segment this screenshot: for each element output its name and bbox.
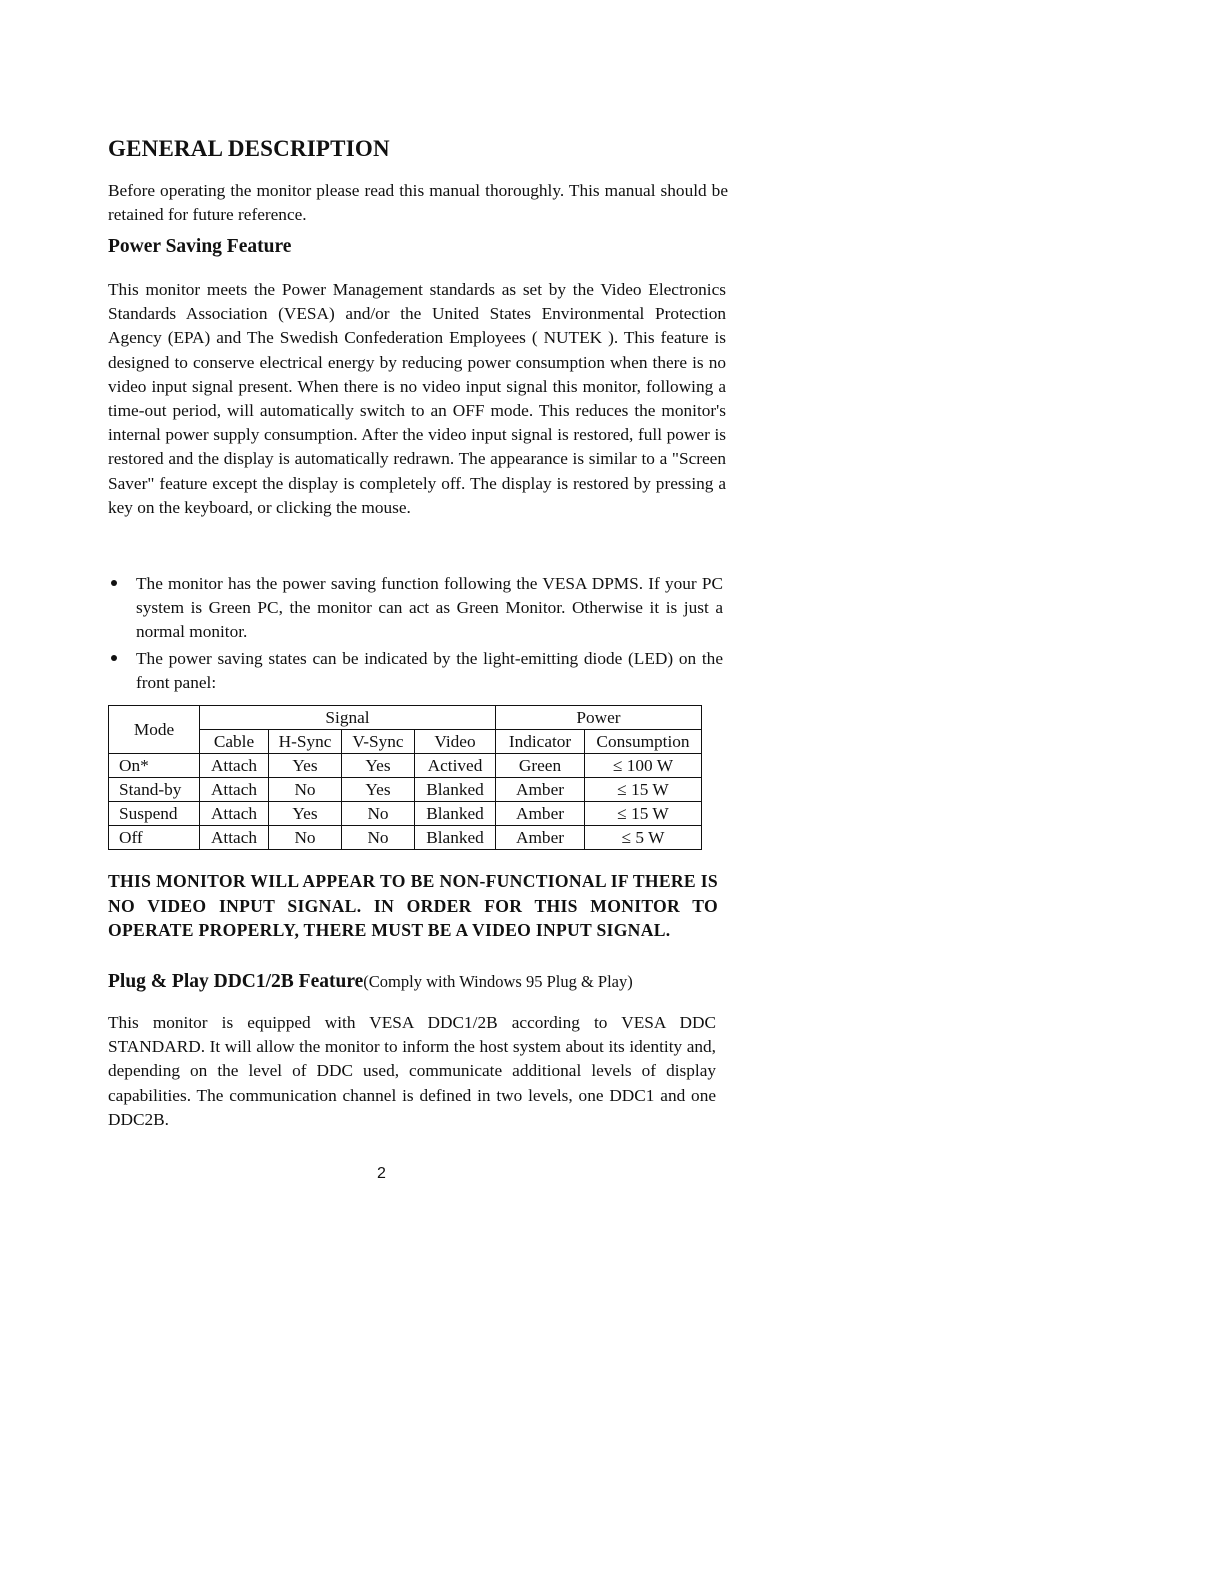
bullet-item — [108, 572, 723, 645]
hsync-cell: Yes — [269, 754, 342, 778]
video-cell: Actived — [415, 754, 496, 778]
cable-cell: Attach — [200, 826, 269, 850]
mode-cell: Stand-by — [109, 778, 200, 802]
vsync-cell: No — [342, 802, 415, 826]
plug-and-play-heading — [108, 971, 633, 993]
power-header: Power — [496, 706, 702, 730]
hsync-cell: Yes — [269, 802, 342, 826]
bullet-text: The monitor has the power saving function following the VESA DPMS. If your PC system is Green PC, the monitor can act as Green Monitor. Otherwise it is just a normal monitor. — [136, 574, 723, 642]
table-header-row — [109, 706, 702, 730]
power-states-table — [108, 705, 702, 850]
video-cell: Blanked — [415, 778, 496, 802]
indicator-cell: Amber — [496, 802, 585, 826]
warning-notice: THIS MONITOR WILL APPEAR TO BE NON-FUNCTIONAL IF THERE IS NO VIDEO INPUT SIGNAL. IN ORDER FOR THIS MONITOR TO OPERATE PROPERLY, THERE MUST BE A VIDEO INPUT SIGNAL. — [108, 871, 718, 940]
mode-cell: On* — [109, 754, 200, 778]
table-row — [109, 826, 702, 850]
plug-and-play-subtitle: (Comply with Windows 95 Plug & Play) — [363, 972, 633, 991]
consumption-header: Consumption — [585, 730, 702, 754]
power-saving-paragraph: This monitor meets the Power Management standards as set by the Video Electronics Standards Association (VESA) and/or the United States Environmental Protection Agency (EPA) and The Swedish Confederation Employees ( NUTEK ). This feature is designed to conserve electrical energy by reducing power consumption when there is no video input signal present. When there is no video input signal this monitor, following a time-out period, will automatically switch to an OFF mode. This reduces the monitor's internal power supply consumption. After the video input signal is restored, full power is restored and the display is automatically redrawn. The appearance is similar to a "Screen Saver" feature except the display is completely off. The display is restored by pressing a key on the keyboard, or clicking the mouse. — [108, 280, 726, 517]
bullet-icon — [111, 580, 117, 586]
mode-header: Mode — [109, 706, 200, 754]
video-cell: Blanked — [415, 802, 496, 826]
video-cell: Blanked — [415, 826, 496, 850]
indicator-header: Indicator — [496, 730, 585, 754]
hsync-cell: No — [269, 778, 342, 802]
table-row — [109, 778, 702, 802]
cable-cell: Attach — [200, 778, 269, 802]
power-saving-heading: Power Saving Feature — [108, 236, 292, 257]
video-header: Video — [415, 730, 496, 754]
page-title: GENERAL DESCRIPTION — [108, 136, 390, 161]
plug-and-play-title: Plug & Play DDC1/2B Feature — [108, 971, 364, 992]
indicator-cell: Amber — [496, 778, 585, 802]
table-row — [109, 754, 702, 778]
consumption-cell: ≤ 5 W — [585, 826, 702, 850]
intro-paragraph: Before operating the monitor please read this manual thoroughly. This manual should be retained for future reference. — [108, 181, 728, 225]
bullet-text: The power saving states can be indicated by the light-emitting diode (LED) on the front panel: — [136, 648, 723, 692]
vsync-header: V-Sync — [342, 730, 415, 754]
indicator-cell: Green — [496, 754, 585, 778]
bullet-icon — [111, 655, 117, 661]
consumption-cell: ≤ 15 W — [585, 778, 702, 802]
signal-header: Signal — [200, 706, 496, 730]
indicator-cell: Amber — [496, 826, 585, 850]
vsync-cell: No — [342, 826, 415, 850]
cable-header: Cable — [200, 730, 269, 754]
vsync-cell: Yes — [342, 778, 415, 802]
bullet-item — [108, 647, 723, 695]
vsync-cell: Yes — [342, 754, 415, 778]
hsync-header: H-Sync — [269, 730, 342, 754]
plug-and-play-paragraph: This monitor is equipped with VESA DDC1/2B according to VESA DDC STANDARD. It will allow the monitor to inform the host system about its identity and, depending on the level of DDC used, communicate additional levels of display capabilities. The communication channel is defined in two levels, one DDC1 and one DDC2B. — [108, 1013, 716, 1129]
consumption-cell: ≤ 100 W — [585, 754, 702, 778]
power-saving-bullet-list — [108, 572, 723, 697]
hsync-cell: No — [269, 826, 342, 850]
mode-cell: Off — [109, 826, 200, 850]
mode-cell: Suspend — [109, 802, 200, 826]
page-number: 2 — [377, 1165, 386, 1182]
table-row — [109, 802, 702, 826]
consumption-cell: ≤ 15 W — [585, 802, 702, 826]
cable-cell: Attach — [200, 802, 269, 826]
cable-cell: Attach — [200, 754, 269, 778]
